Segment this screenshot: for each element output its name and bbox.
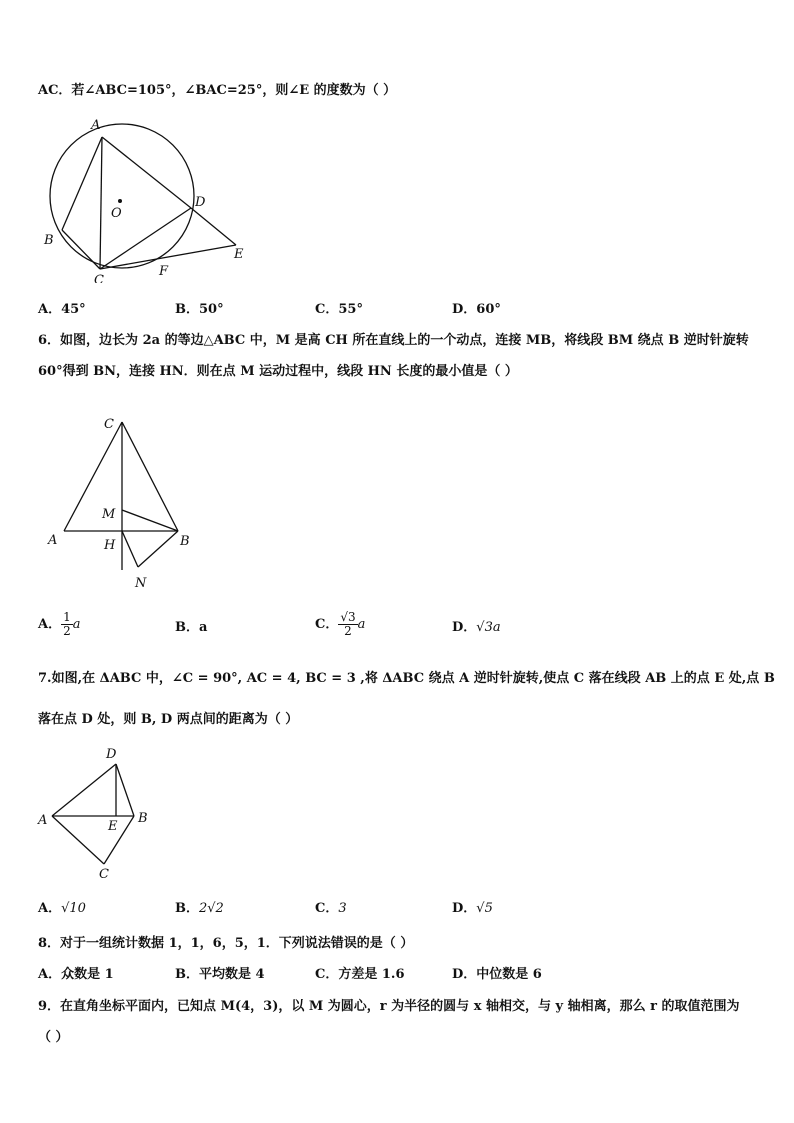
q7-figure — [36, 742, 166, 882]
q7-option-b: B．2√2 — [175, 901, 224, 916]
q7-stem-line2: 落在点 D 处，则 B, D 两点间的距离为（ ） — [38, 712, 299, 727]
q5-option-b: B．50° — [175, 302, 224, 317]
q5-option-a: A．45° — [38, 302, 86, 317]
q8-option-a: A．众数是 1 — [38, 967, 114, 982]
q5-label-B: B — [44, 233, 54, 248]
q7-label-A: A — [38, 813, 48, 828]
q7-label-E: E — [108, 819, 118, 834]
q6-label-B: B — [180, 534, 190, 549]
q6-label-N: N — [135, 576, 147, 591]
q7-option-d: D．√5 — [452, 901, 493, 916]
q7-label-C: C — [99, 867, 109, 882]
q6-option-b: B．a — [175, 620, 208, 635]
q7-option-c: C．3 — [315, 901, 347, 916]
q9-stem-line2: （ ） — [38, 1030, 69, 1045]
q5-option-d: D．60° — [452, 302, 501, 317]
q5-option-c: C．55° — [315, 302, 363, 317]
q5-label-O: O — [111, 206, 122, 221]
q6-option-c: C． $\frac{√3}{2}$ a — [315, 610, 366, 638]
q5-label-D: D — [195, 195, 206, 210]
q7-label-B: B — [138, 811, 148, 826]
q6-figure — [40, 410, 200, 595]
q6-label-M: M — [102, 507, 116, 522]
q5-label-C: C — [94, 273, 104, 283]
q6-label-A: A — [48, 533, 58, 548]
q5-label-F: F — [159, 264, 169, 279]
q8-option-d: D．中位数是 6 — [452, 967, 542, 982]
q5-figure — [36, 113, 266, 283]
q8-stem: 8．对于一组统计数据 1，1，6，5，1．下列说法错误的是（ ） — [38, 936, 414, 951]
q9-stem-line1: 9．在直角坐标平面内，已知点 M(4，3)，以 M 为圆心，r 为半径的圆与 x 轴相交，与 y 轴相离，那么 r 的取值范围为 — [38, 999, 740, 1014]
q7-stem-line1: 7.如图,在 ΔABC 中，∠C = 90°, AC = 4, BC = 3 ,将 ΔABC 绕点 A 逆时针旋转,使点 C 落在线段 AB 上的点 E 处,点 B — [38, 671, 775, 686]
q8-option-b: B．平均数是 4 — [175, 967, 265, 982]
q6-stem-line1: 6．如图，边长为 2a 的等边△ABC 中，M 是高 CH 所在直线上的一个动点，连接 MB，将线段 BM 绕点 B 逆时针旋转 — [38, 333, 749, 348]
q5-stem: AC．若∠ABC=105°，∠BAC=25°，则∠E 的度数为（ ） — [38, 83, 397, 98]
q6-label-H: H — [104, 538, 116, 553]
q7-label-D: D — [106, 747, 117, 762]
q8-option-c: C．方差是 1.6 — [315, 967, 405, 982]
q6-option-a: A． $\frac{1}{2}$ a — [38, 610, 81, 638]
q5-label-E: E — [234, 247, 244, 262]
q7-option-a: A．√10 — [38, 901, 86, 916]
q5-label-A: A — [91, 118, 101, 133]
q6-label-C: C — [104, 417, 114, 432]
q6-stem-line2: 60°得到 BN，连接 HN．则在点 M 运动过程中，线段 HN 长度的最小值是（ ） — [38, 364, 518, 379]
q6-option-d: D．√3a — [452, 620, 501, 635]
